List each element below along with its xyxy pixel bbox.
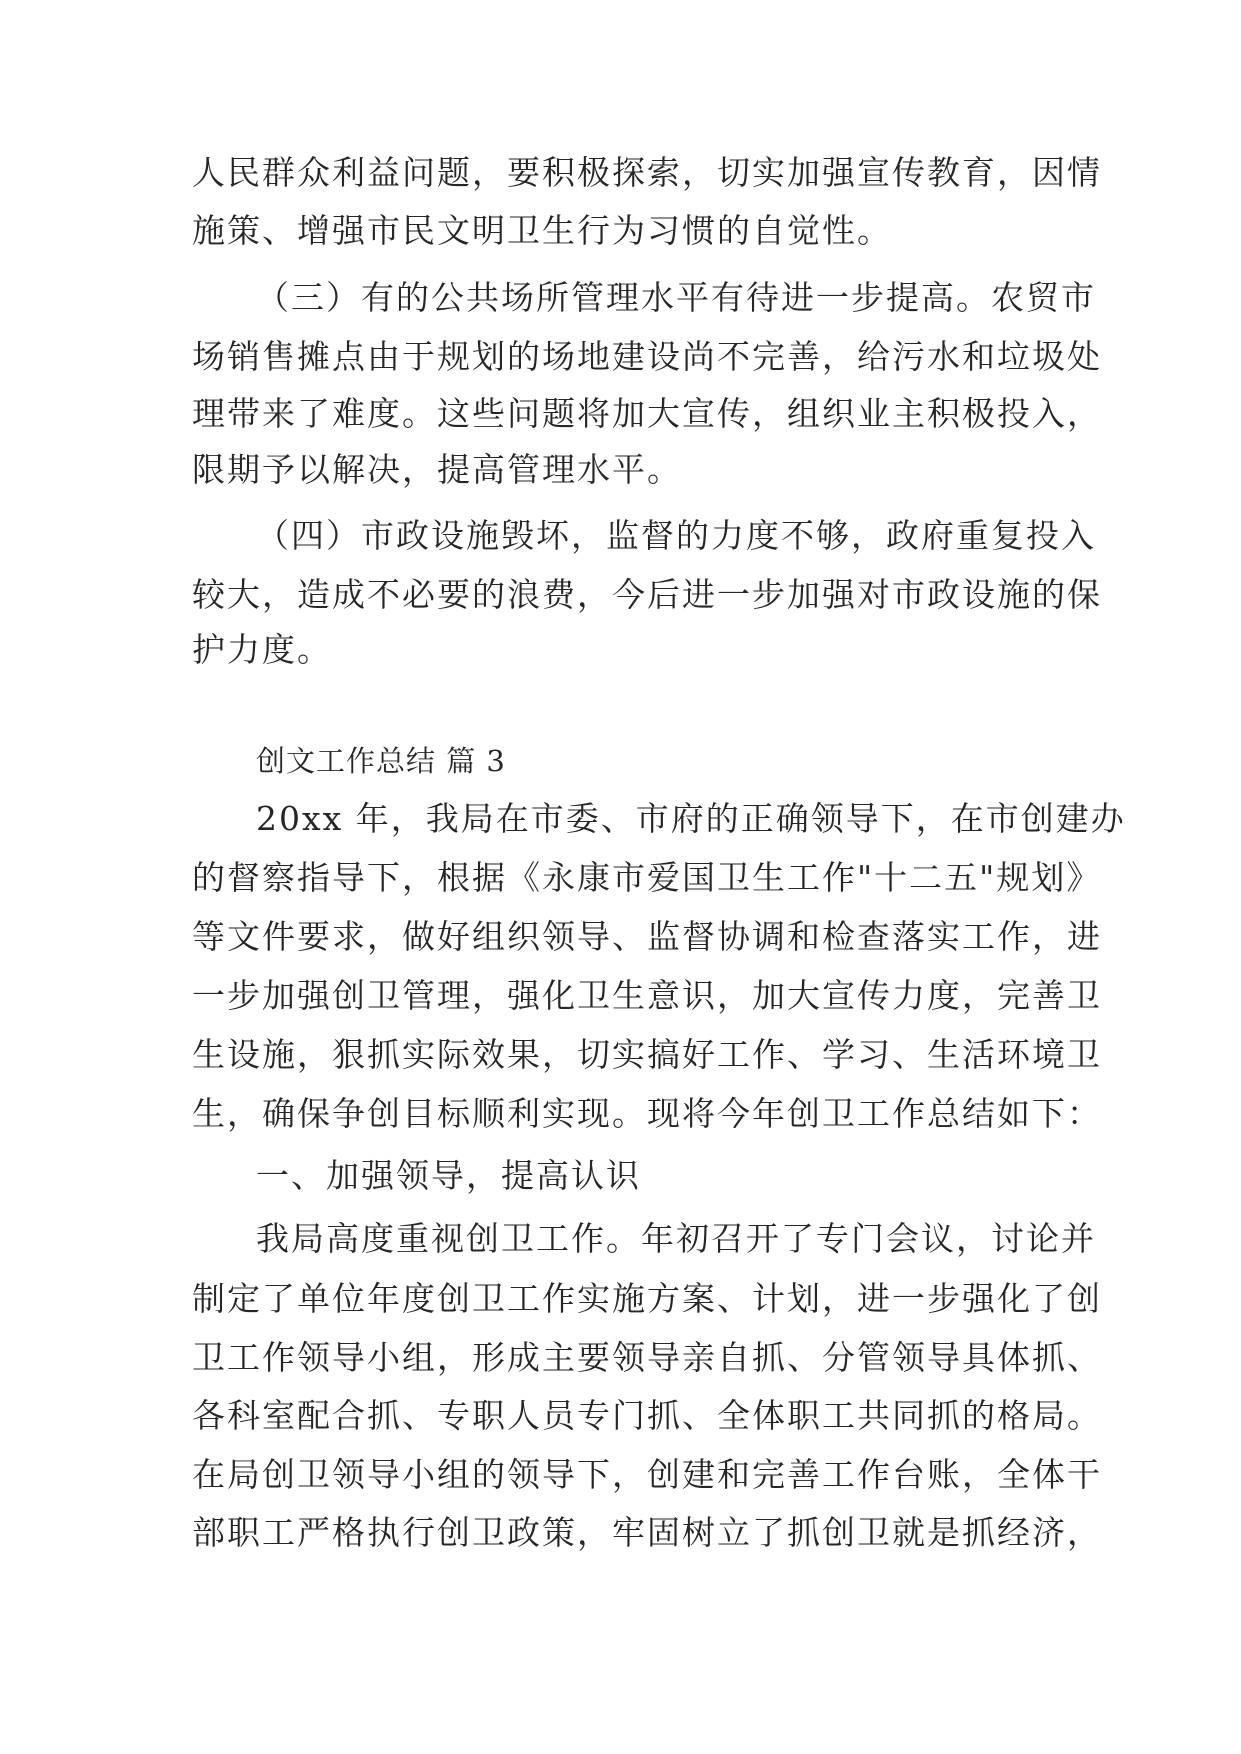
section-title: 创文工作总结 篇 3 (256, 744, 506, 778)
paragraph-line: 各科室配合抓、专职人员专门抓、全体职工共同抓的格局。 (192, 1396, 1102, 1435)
paragraph-line: 生，确保争创目标顺利实现。现将今年创卫工作总结如下： (192, 1094, 1102, 1133)
section-heading: 一、加强领导，提高认识 (256, 1156, 641, 1195)
paragraph-line: 施策、增强市民文明卫生行为习惯的自觉性。 (192, 211, 892, 250)
paragraph-line: 限期予以解决，提高管理水平。 (192, 450, 682, 489)
paragraph-line: 20xx 年，我局在市委、市府的正确领导下，在市创建办 (256, 799, 1126, 838)
paragraph-line: 我局高度重视创卫工作。年初召开了专门会议，讨论并 (256, 1219, 1096, 1258)
paragraph-line: 的督察指导下，根据《永康市爱国卫生工作"十二五"规划》 (192, 858, 1102, 897)
paragraph-line: 场销售摊点由于规划的场地建设尚不完善，给污水和垃圾处 (192, 337, 1102, 376)
paragraph-line: 等文件要求，做好组织领导、监督协调和检查落实工作，进 (192, 917, 1102, 956)
paragraph-line: （四）市政设施毁坏，监督的力度不够，政府重复投入 (256, 516, 1096, 555)
paragraph-line: 人民群众利益问题，要积极探索，切实加强宣传教育，因情 (192, 153, 1102, 192)
paragraph-line: 护力度。 (192, 630, 332, 669)
paragraph-line: 理带来了难度。这些问题将加大宣传，组织业主积极投入， (192, 394, 1102, 433)
paragraph-line: 制定了单位年度创卫工作实施方案、计划，进一步强化了创 (192, 1279, 1102, 1318)
paragraph-line: 部职工严格执行创卫政策，牢固树立了抓创卫就是抓经济， (192, 1513, 1102, 1552)
paragraph-line: （三）有的公共场所管理水平有待进一步提高。农贸市 (256, 278, 1096, 317)
paragraph-line: 生设施，狠抓实际效果，切实搞好工作、学习、生活环境卫 (192, 1035, 1102, 1074)
paragraph-line: 较大，造成不必要的浪费，今后进一步加强对市政设施的保 (192, 575, 1102, 614)
paragraph-line: 一步加强创卫管理，强化卫生意识，加大宣传力度，完善卫 (192, 976, 1102, 1015)
paragraph-line: 卫工作领导小组，形成主要领导亲自抓、分管领导具体抓、 (192, 1338, 1102, 1377)
paragraph-line: 在局创卫领导小组的领导下，创建和完善工作台账，全体干 (192, 1455, 1102, 1494)
